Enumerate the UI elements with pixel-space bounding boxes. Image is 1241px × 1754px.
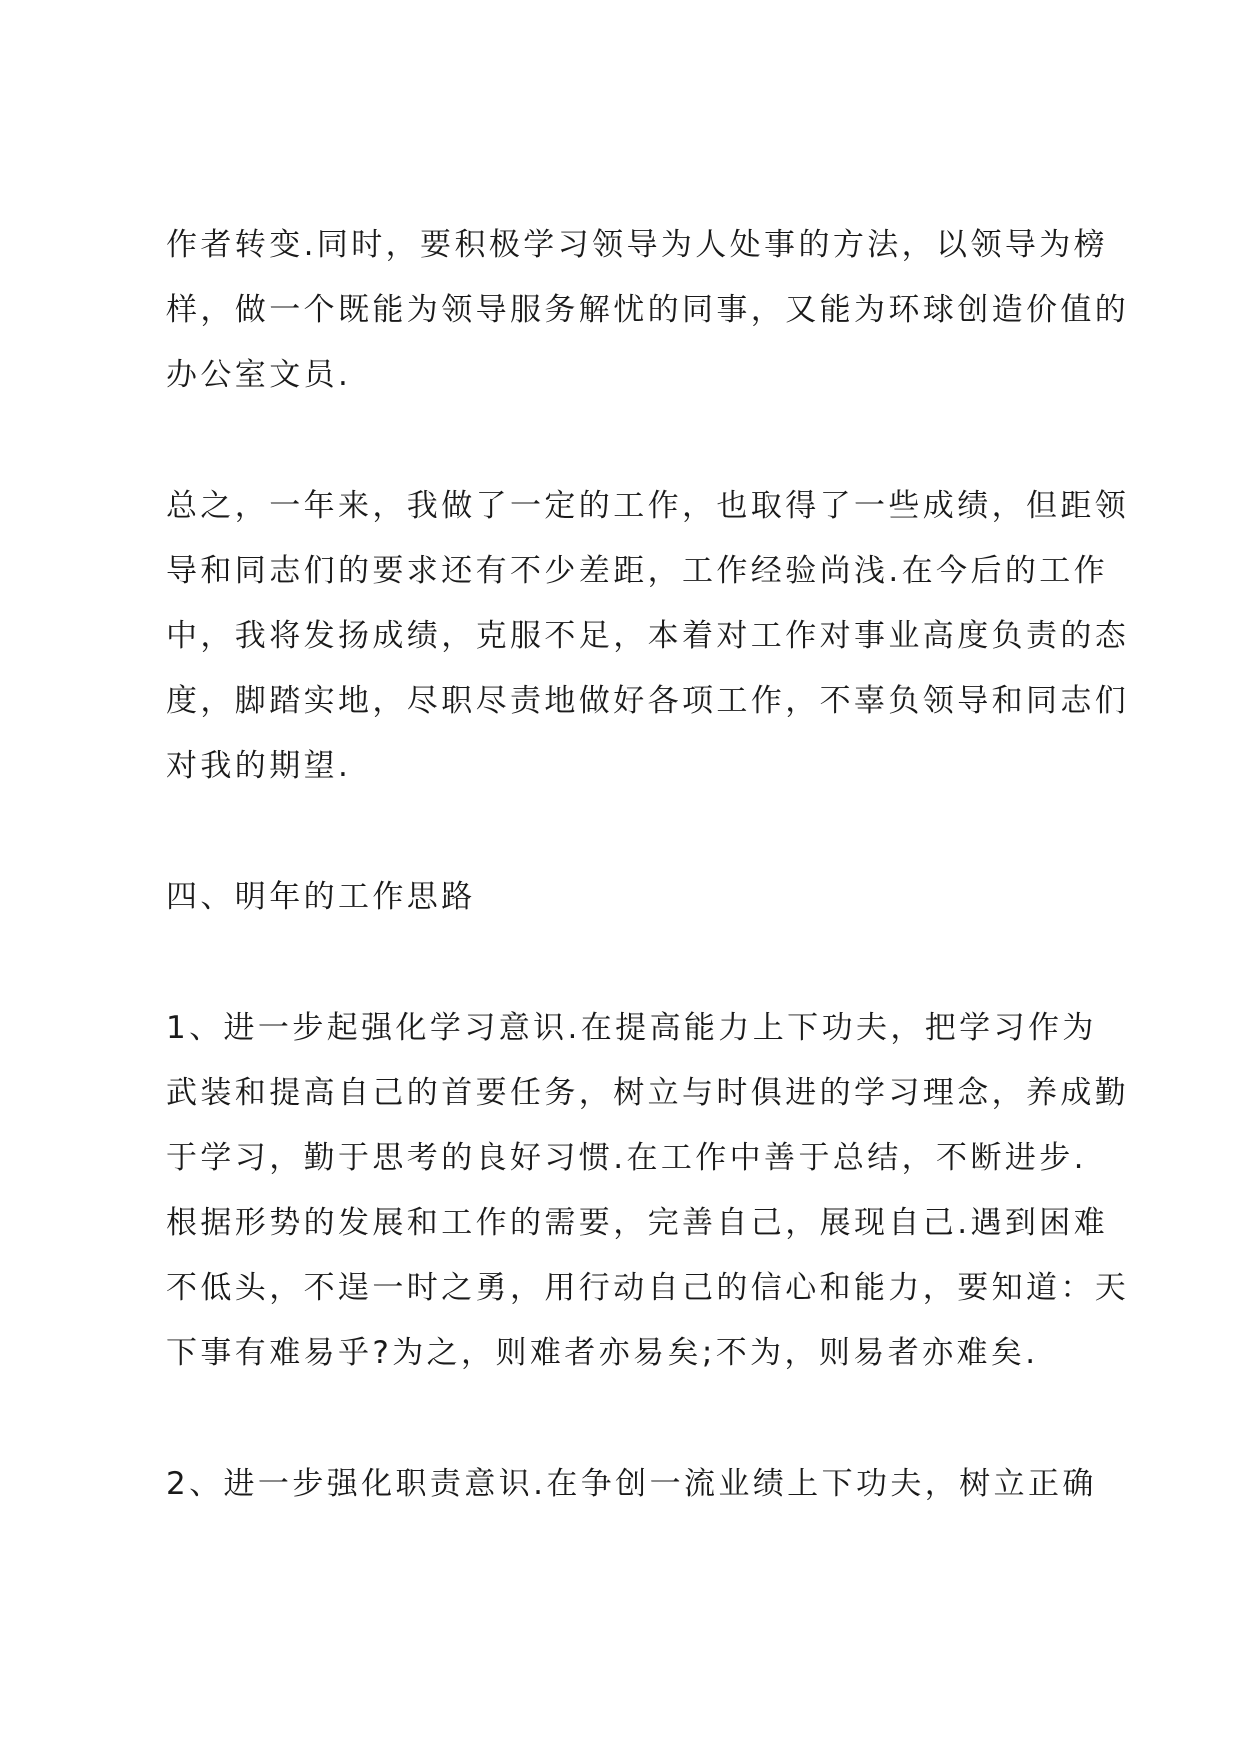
paragraph-summary bbox=[166, 483, 1130, 808]
paragraph-item-2 bbox=[166, 1461, 1096, 1526]
text-line: 1、进一步起强化学习意识.在提高能力上下功夫，把学习作为 bbox=[166, 1010, 1097, 1046]
text-line: 作者转变.同时，要积极学习领导为人处事的方法，以领导为榜 bbox=[166, 227, 1109, 263]
text-line: 中，我将发扬成绩，克服不足，本着对工作对事业高度负责的态 bbox=[166, 618, 1130, 654]
text-line: 不低头，不逞一时之勇，用行动自己的信心和能力，要知道：天 bbox=[166, 1270, 1130, 1306]
text-line: 对我的期望. bbox=[166, 748, 352, 784]
text-line: 度，脚踏实地，尽职尽责地做好各项工作，不辜负领导和同志们 bbox=[166, 683, 1130, 719]
text-line: 办公室文员. bbox=[166, 357, 352, 393]
paragraph-item-1 bbox=[166, 1005, 1130, 1395]
text-line: 2、进一步强化职责意识.在争创一流业绩上下功夫，树立正确 bbox=[166, 1466, 1097, 1502]
document-body bbox=[166, 222, 1130, 1526]
text-line: 根据形势的发展和工作的需要，完善自己，展现自己.遇到困难 bbox=[166, 1205, 1109, 1241]
text-line: 样，做一个既能为领导服务解忧的同事，又能为环球创造价值的 bbox=[166, 292, 1130, 328]
section-heading bbox=[166, 874, 1096, 939]
text-line: 武装和提高自己的首要任务，树立与时俱进的学习理念，养成勤 bbox=[166, 1075, 1130, 1111]
text-line: 总之，一年来，我做了一定的工作，也取得了一些成绩，但距领 bbox=[166, 488, 1130, 524]
text-line: 于学习，勤于思考的良好习惯.在工作中善于总结，不断进步. bbox=[166, 1140, 1087, 1176]
heading-text: 四、明年的工作思路 bbox=[166, 879, 476, 915]
text-line: 下事有难易乎?为之，则难者亦易矣;不为，则易者亦难矣. bbox=[166, 1335, 1039, 1371]
paragraph-role-transition bbox=[166, 222, 1130, 417]
text-line: 导和同志们的要求还有不少差距，工作经验尚浅.在今后的工作 bbox=[166, 553, 1109, 589]
